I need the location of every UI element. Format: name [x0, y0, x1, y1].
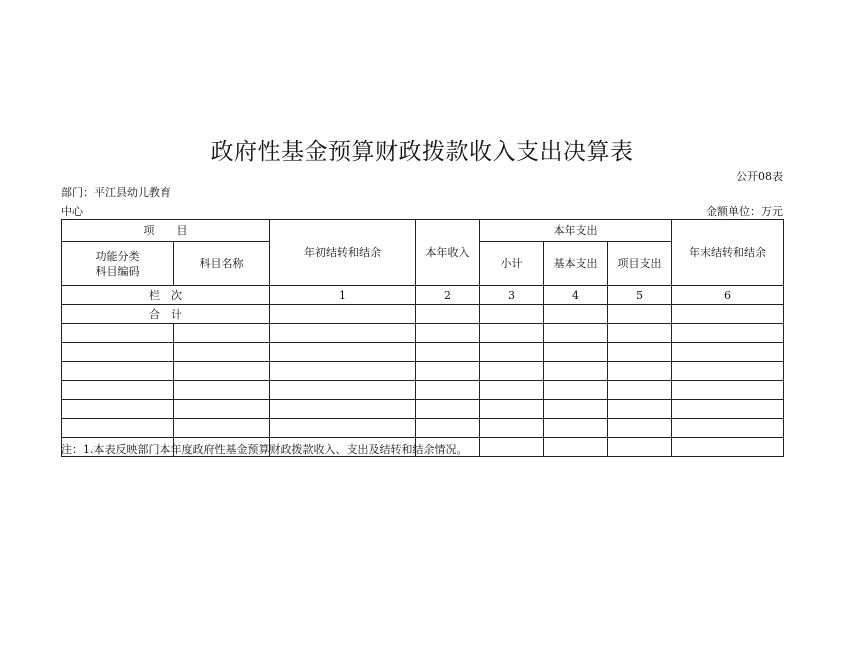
header-closing-balance: 年末结转和结余 [672, 220, 784, 286]
table-cell [480, 343, 544, 362]
table-cell [480, 400, 544, 419]
table-cell [608, 343, 672, 362]
table-cell [270, 362, 416, 381]
table-cell [672, 400, 784, 419]
table-row [62, 400, 784, 419]
table-cell [544, 324, 608, 343]
header-func-class-line2: 科目编码 [95, 264, 140, 278]
header-subtotal: 小计 [480, 242, 544, 286]
table-cell [608, 324, 672, 343]
table-cell [416, 343, 480, 362]
table-cell [544, 381, 608, 400]
amount-unit: 金额单位：万元 [706, 205, 783, 218]
table-cell [608, 419, 672, 438]
header-current-income: 本年收入 [416, 220, 480, 286]
table-row [62, 419, 784, 438]
table-cell [544, 419, 608, 438]
table-cell [416, 400, 480, 419]
table-cell [480, 362, 544, 381]
header-current-expenditure: 本年支出 [480, 220, 672, 242]
table-cell [480, 419, 544, 438]
table-cell [672, 381, 784, 400]
header-func-class [62, 242, 174, 286]
header-subject-name: 科目名称 [174, 242, 270, 286]
table-cell [174, 400, 270, 419]
table-cell [62, 362, 174, 381]
table-cell [672, 305, 784, 324]
table-cell [416, 362, 480, 381]
table-cell [416, 324, 480, 343]
seq-row [62, 286, 784, 305]
table-cell [672, 362, 784, 381]
fund-table [61, 219, 784, 457]
table-row [62, 381, 784, 400]
table-row [62, 362, 784, 381]
table-cell [480, 324, 544, 343]
seq-col-5: 5 [608, 286, 672, 305]
seq-col-6: 6 [672, 286, 784, 305]
table-cell [672, 419, 784, 438]
header-opening-balance: 年初结转和结余 [270, 220, 416, 286]
seq-col-4: 4 [544, 286, 608, 305]
table-cell [270, 400, 416, 419]
table-cell [608, 381, 672, 400]
table-cell [174, 419, 270, 438]
table-cell [672, 324, 784, 343]
table-row [62, 343, 784, 362]
seq-col-2: 2 [416, 286, 480, 305]
table-cell [608, 400, 672, 419]
department-label-continued: 中心 [61, 205, 83, 218]
table-cell [608, 362, 672, 381]
table-cell [62, 381, 174, 400]
total-label: 合 计 [62, 305, 270, 324]
department-label: 部门：平江县幼儿教育 [61, 186, 171, 199]
header-basic-expenditure: 基本支出 [544, 242, 608, 286]
page-title: 政府性基金预算财政拨款收入支出决算表 [210, 139, 634, 165]
table-cell [416, 419, 480, 438]
table-cell [62, 343, 174, 362]
table-cell [174, 324, 270, 343]
table-cell [480, 305, 544, 324]
table-cell [544, 362, 608, 381]
table-cell [608, 438, 672, 457]
table-cell [672, 438, 784, 457]
table-cell [544, 438, 608, 457]
table-cell [416, 305, 480, 324]
table-cell [608, 305, 672, 324]
header-item: 项 目 [62, 220, 270, 242]
header-project-expenditure: 项目支出 [608, 242, 672, 286]
table-cell [270, 305, 416, 324]
total-row [62, 305, 784, 324]
table-cell [270, 419, 416, 438]
seq-col-3: 3 [480, 286, 544, 305]
table-cell [672, 343, 784, 362]
header-row-1 [62, 220, 784, 242]
table-note: 注：1.本表反映部门本年度政府性基金预算财政拨款收入、支出及结转和结余情况。 [61, 443, 468, 456]
header-func-class-line1: 功能分类 [95, 249, 140, 263]
seq-col-1: 1 [270, 286, 416, 305]
table-cell [174, 343, 270, 362]
form-code: 公开08表 [736, 170, 783, 183]
table-cell [174, 362, 270, 381]
seq-label: 栏 次 [62, 286, 270, 305]
table-cell [62, 324, 174, 343]
table-cell [270, 324, 416, 343]
table-cell [270, 381, 416, 400]
table-cell [480, 381, 544, 400]
table-cell [62, 400, 174, 419]
table-row [62, 324, 784, 343]
table-cell [544, 343, 608, 362]
table-cell [270, 343, 416, 362]
table-cell [544, 305, 608, 324]
table-cell [416, 381, 480, 400]
table-cell [174, 381, 270, 400]
table-cell [480, 438, 544, 457]
table-cell [544, 400, 608, 419]
table-cell [62, 419, 174, 438]
